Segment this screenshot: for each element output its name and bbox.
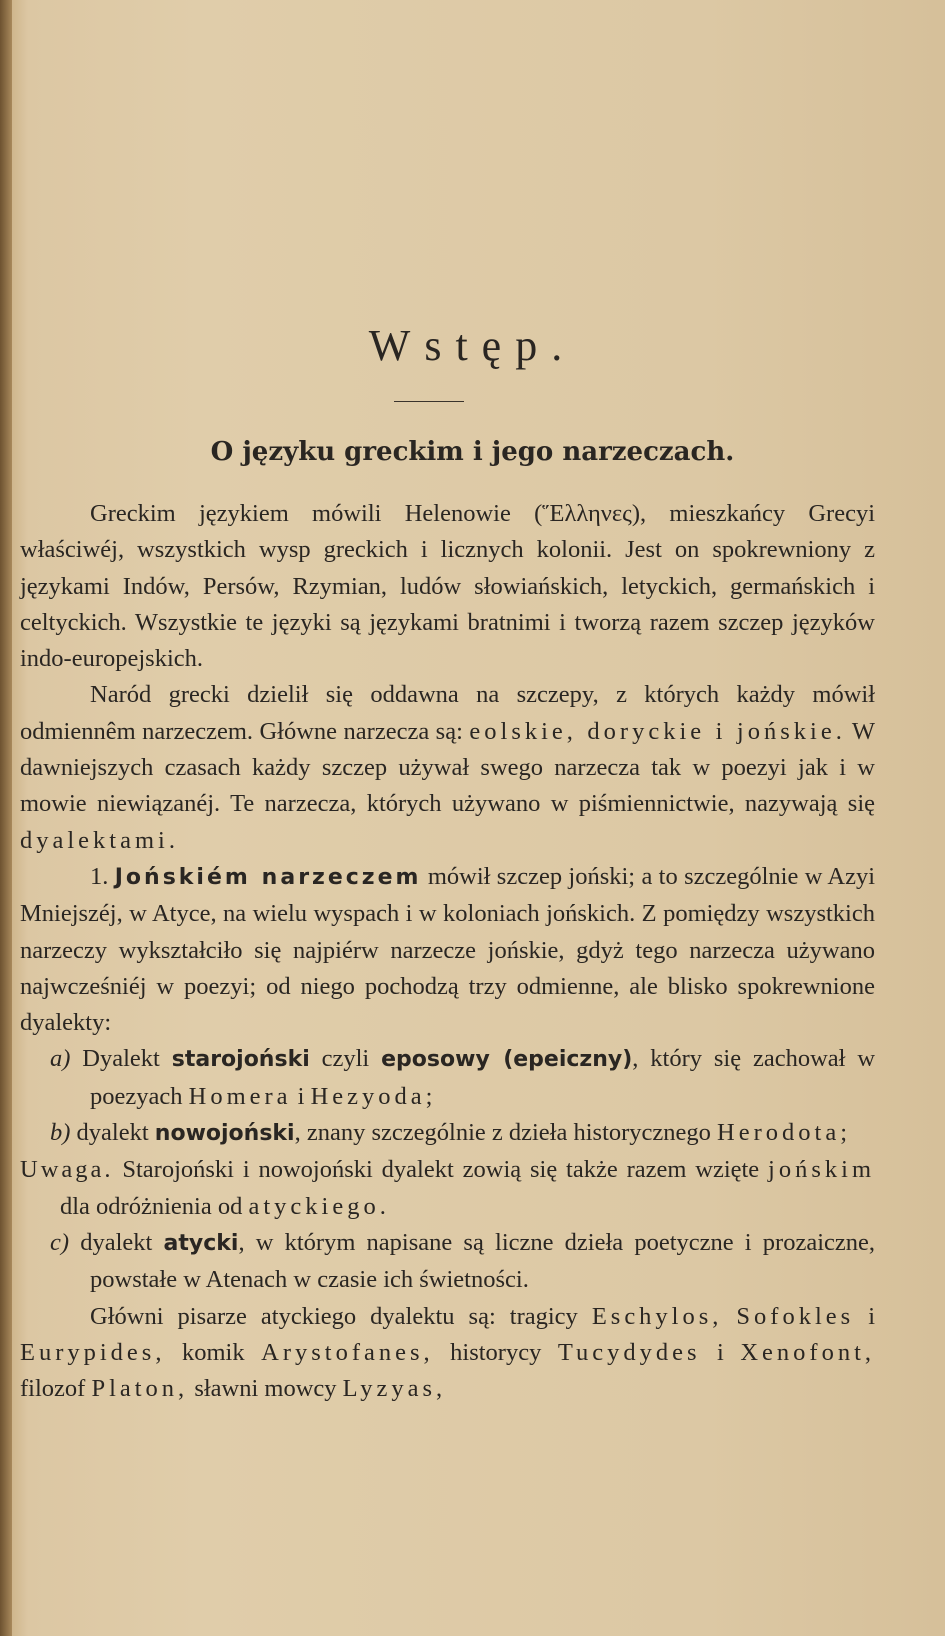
text-span: sławni mowcy bbox=[194, 1375, 337, 1403]
text-span: , w którym napisane są liczne dzieła poetyczne i prozaiczne, powstałe w Atenach w czasie ich świetności. bbox=[90, 1228, 875, 1294]
text-span: dyalekt bbox=[80, 1228, 153, 1256]
heading-divider bbox=[394, 401, 464, 402]
name-herodotus: Herodota; bbox=[717, 1119, 852, 1147]
name-platon: Platon, bbox=[91, 1375, 189, 1403]
text-span: Starojoński i nowojoński dyalekt zowią się także razem wzięte bbox=[122, 1156, 760, 1184]
text-span: i bbox=[297, 1082, 305, 1110]
term-starojonski: starojoński bbox=[171, 1047, 310, 1073]
text-span: i bbox=[717, 1338, 724, 1366]
term-dyalektami: dyalektami. bbox=[20, 826, 179, 854]
text-span: mówił szczep joński; a to szczególnie w Azyi Mniejszéj, w Atyce, na wielu wyspach i w koloniach jońskich. Z pomiędzy wszystkich narzeczy wykształciło się najpiérw narzecze jońskie, gdyż tego narzecza używano najwcześniéj w poezyi; od niego pochodzą trzy odmienne, ale blisko spokrewnione dyalekty: bbox=[20, 862, 876, 1037]
name-sofokles: Sofokles bbox=[736, 1302, 855, 1330]
text-span: czyli bbox=[321, 1045, 370, 1073]
term-eposowy: eposowy (epeiczny) bbox=[381, 1047, 633, 1073]
term-jonskim: jońskim bbox=[768, 1156, 876, 1184]
text-span: , który się zachował w poezyach bbox=[90, 1045, 876, 1110]
text-span: , znany szczególnie z dzieła historycznego bbox=[294, 1119, 711, 1147]
item-label: b) bbox=[50, 1119, 71, 1147]
text-span: Dyalekt bbox=[82, 1045, 160, 1073]
book-spine-shadow bbox=[0, 0, 12, 1636]
name-eurypides: Eurypides, bbox=[20, 1338, 166, 1366]
item-label: c) bbox=[50, 1228, 70, 1256]
name-lyzyas: Lyzyas, bbox=[342, 1375, 447, 1403]
text-span: dla odróżnienia od bbox=[60, 1192, 243, 1220]
section-title: O języku greckim i jego narzeczach. bbox=[210, 437, 735, 467]
dialect-list: eolskie, doryckie i jońskie. bbox=[469, 717, 846, 745]
paragraph-3 bbox=[20, 859, 875, 1041]
note-label: Uwaga. bbox=[20, 1156, 114, 1184]
list-item-b bbox=[20, 1115, 875, 1152]
paragraph-2 bbox=[20, 677, 875, 858]
text-span: dyalekt bbox=[76, 1119, 149, 1147]
text-span: Naród grecki dzielił się oddawna na szczepy, z których każdy mówił odmiennêm narzeczem. Główne narzecza są: bbox=[20, 681, 875, 745]
list-item-c bbox=[20, 1225, 875, 1299]
term-nowojonski: nowojoński bbox=[154, 1121, 295, 1147]
name-eschylos: Eschylos, bbox=[591, 1302, 723, 1330]
body-text bbox=[20, 496, 875, 1407]
text-span: historycy bbox=[450, 1338, 542, 1366]
page-heading: Wstęp. bbox=[368, 321, 577, 370]
name-homer: Homera bbox=[188, 1082, 292, 1110]
list-item-a bbox=[20, 1041, 875, 1115]
term-atyckiego: atyckiego. bbox=[248, 1192, 390, 1220]
text-span: filozof bbox=[20, 1375, 86, 1403]
text-span: i bbox=[868, 1302, 875, 1330]
name-hesiod: Hezyoda; bbox=[310, 1082, 437, 1110]
term-jonskie: Jońskiém narzeczem bbox=[114, 864, 422, 890]
item-number: 1. bbox=[90, 862, 109, 890]
text-span: komik bbox=[181, 1338, 245, 1366]
paragraph-1: Greckim językiem mówili Helenowie (Ἕλληνες), mieszkańcy Grecyi właściwéj, wszystkich wysp greckich i licznych kolonii. Jest on spokrewniony z językami Indów, Persów, Rzymian, ludów słowiańskich, letyckich, germańskich i celtyckich. Wszystkie te języki są językami bratnimi i tworzą razem szczep języków indo-europejskich. bbox=[20, 500, 875, 673]
note bbox=[20, 1152, 875, 1225]
name-xenofont: Xenofont, bbox=[740, 1338, 876, 1366]
text-span: W dawniejszych czasach każdy szczep używał swego narzecza tak w poezyi jak i w mowie niewiązanéj. Te narzecza, których używano w piśmiennictwie, nazywają się bbox=[20, 717, 876, 818]
text-span: Główni pisarze atyckiego dyalektu są: tragicy bbox=[90, 1302, 578, 1330]
paragraph-4 bbox=[20, 1299, 875, 1408]
name-tucydydes: Tucydydes bbox=[557, 1338, 701, 1366]
term-atycki: atycki bbox=[163, 1230, 239, 1256]
item-label: a) bbox=[50, 1045, 71, 1073]
name-arystofanes: Arystofanes, bbox=[261, 1338, 434, 1366]
